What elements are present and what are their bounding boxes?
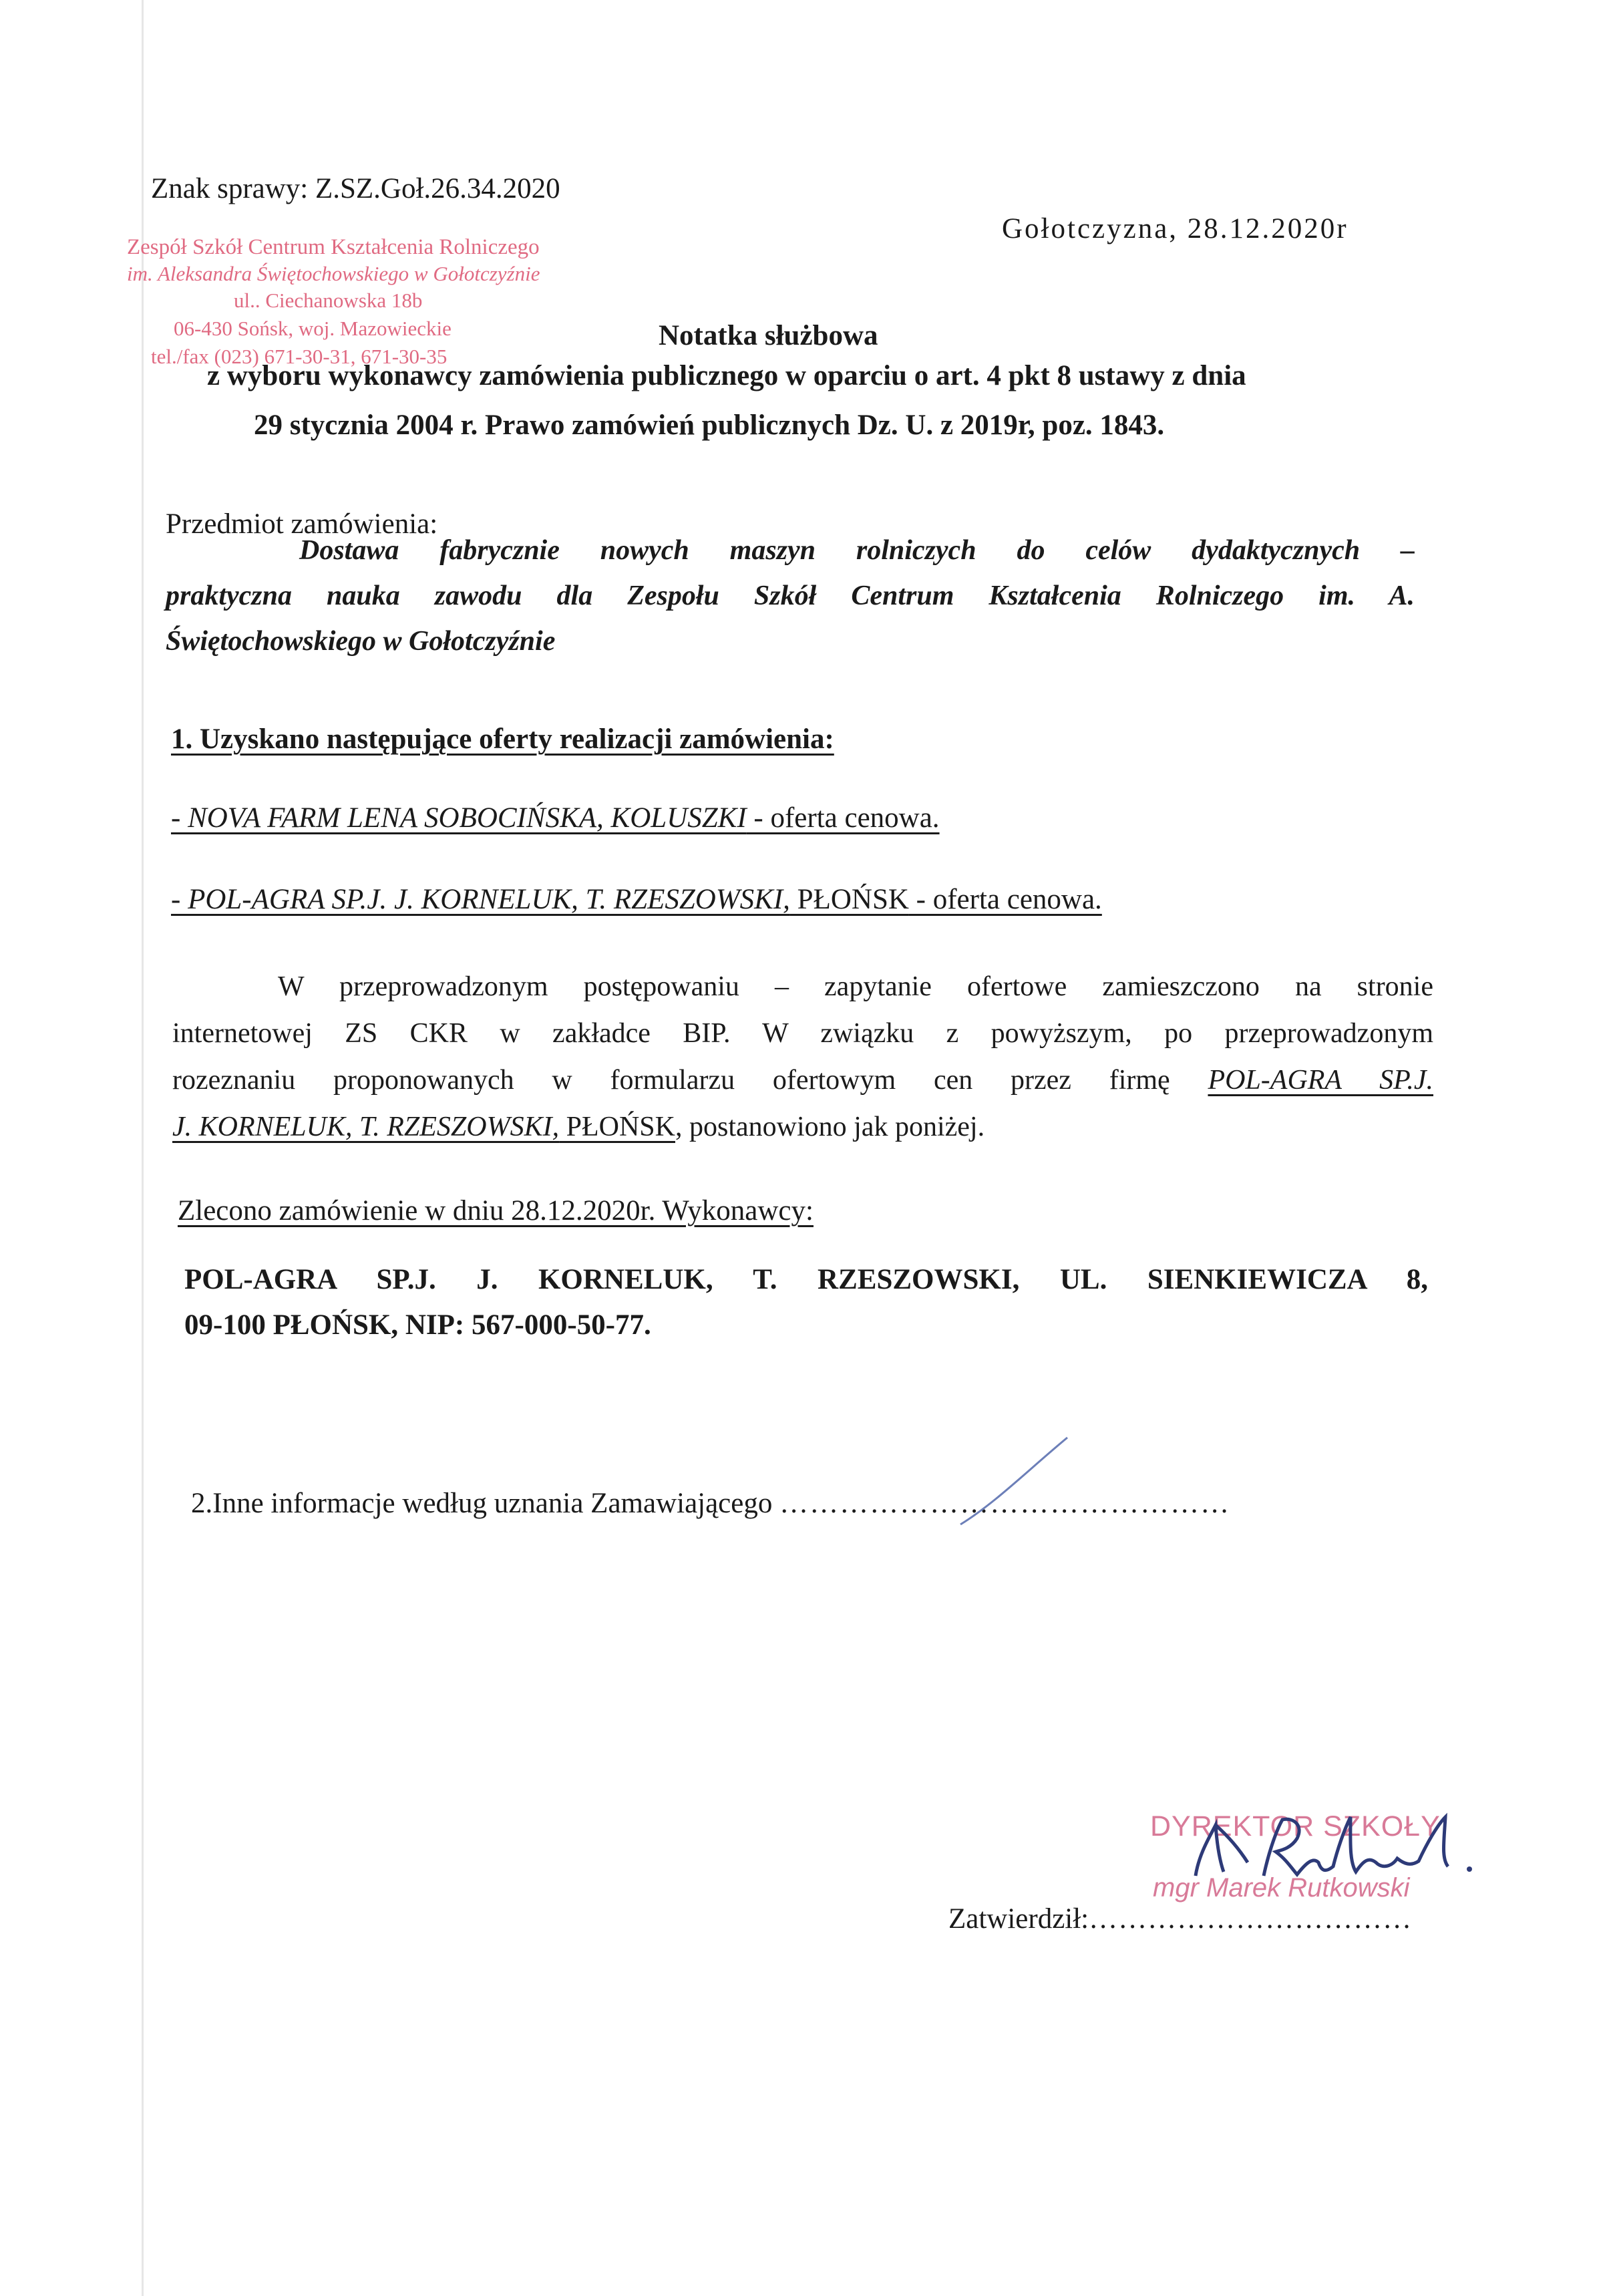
procedure-paragraph [172, 963, 1433, 1150]
paragraph-line-3-text: rozeznaniu proponowanych w formularzu ofertowym cen przez firmę [172, 1065, 1170, 1096]
stamp-line-patron: im. Aleksandra Świętochowskiego w Gołotczyźnie [127, 262, 540, 285]
offer-2 [171, 883, 1102, 916]
paragraph-firm-city: PŁOŃSK [559, 1112, 675, 1142]
section-1-heading: 1. Uzyskano następujące oferty realizacji zamówienia: [171, 723, 834, 755]
subject-line-3: Świętochowskiego w Gołotczyźnie [166, 626, 556, 657]
title-line-2: 29 stycznia 2004 r. Prawo zamówień publicznych Dz. U. z 2019r, poz. 1843. [254, 409, 1165, 441]
paragraph-line-2: internetowej ZS CKR w zakładce BIP. W związku z powyższym, po przeprowadzonym [172, 1018, 1433, 1049]
cross-out-line [948, 1430, 1082, 1530]
approval-line [948, 1903, 1412, 1935]
title-line-1: z wyboru wykonawcy zamówienia publicznego w oparciu o art. 4 pkt 8 ustawy z dnia [207, 360, 1246, 391]
paragraph-firm-part-1: POL-AGRA SP.J. [1208, 1065, 1433, 1096]
subject-description [166, 528, 1415, 664]
paragraph-firm-part-2: J. KORNELUK, T. RZESZOWSKI, [172, 1112, 560, 1142]
paragraph-line-1: W przeprowadzonym postępowaniu – zapytanie ofertowe zamieszczono na stronie [278, 971, 1433, 1002]
stamp-line-street: ul.. Ciechanowska 18b [234, 289, 423, 312]
scan-edge [142, 0, 144, 2296]
order-statement: Zlecono zamówienie w dniu 28.12.2020r. Wykonawcy: [178, 1195, 814, 1226]
offer-1-company: - NOVA FARM LENA SOBOCIŃSKA, KOLUSZKI [171, 802, 747, 834]
offer-2-type: - oferta cenowa. [908, 884, 1102, 915]
director-stamp-name: mgr Marek Rutkowski [1153, 1873, 1410, 1903]
subject-label: Przedmiot zamówienia: [166, 508, 438, 540]
contractor-line-2: 09-100 PŁOŃSK, NIP: 567-000-50-77. [184, 1309, 651, 1341]
stamp-line-school: Zespół Szkół Centrum Kształcenia Rolniczego [127, 235, 540, 259]
approval-label: Zatwierdził: [948, 1903, 1089, 1935]
offer-2-company: - POL-AGRA SP.J. J. KORNELUK, T. RZESZOWSKI, [171, 884, 790, 915]
approval-dots: …………………………… [1089, 1903, 1413, 1935]
section-2-dots: ……………………………………… [779, 1488, 1231, 1519]
contractor-details [184, 1257, 1428, 1348]
director-stamp-title: DYREKTOR SZKOŁY [1150, 1810, 1441, 1842]
contractor-line-1: POL-AGRA SP.J. J. KORNELUK, T. RZESZOWSKI, UL. SIENKIEWICZA 8, [184, 1264, 1428, 1295]
offer-1-type: - oferta cenowa. [746, 802, 940, 834]
place-date: Gołotczyzna, 28.12.2020r [1002, 213, 1349, 244]
paragraph-line-3 [172, 1057, 1433, 1104]
section-2-text: 2.Inne informacje według uznania Zamawiającego [191, 1488, 773, 1519]
paragraph-line-4 [172, 1104, 1433, 1150]
stamp-line-phone: tel./fax (023) 671-30-31, 671-30-35 [151, 345, 448, 368]
offer-1 [171, 802, 940, 834]
subject-line-1: Dostawa fabrycznie nowych maszyn rolniczych do celów dydaktycznych – [299, 535, 1415, 566]
paragraph-line-4-end: , postanowiono jak poniżej. [675, 1112, 985, 1142]
case-reference: Znak sprawy: Z.SZ.Goł.26.34.2020 [151, 173, 560, 204]
offer-2-city: PŁOŃSK [789, 884, 909, 915]
subject-line-2: praktyczna nauka zawodu dla Zespołu Szkół Centrum Kształcenia Rolniczego im. A. [166, 581, 1415, 611]
stamp-line-postal: 06-430 Sońsk, woj. Mazowieckie [174, 317, 452, 340]
document-title: Notatka służbowa [659, 320, 878, 351]
